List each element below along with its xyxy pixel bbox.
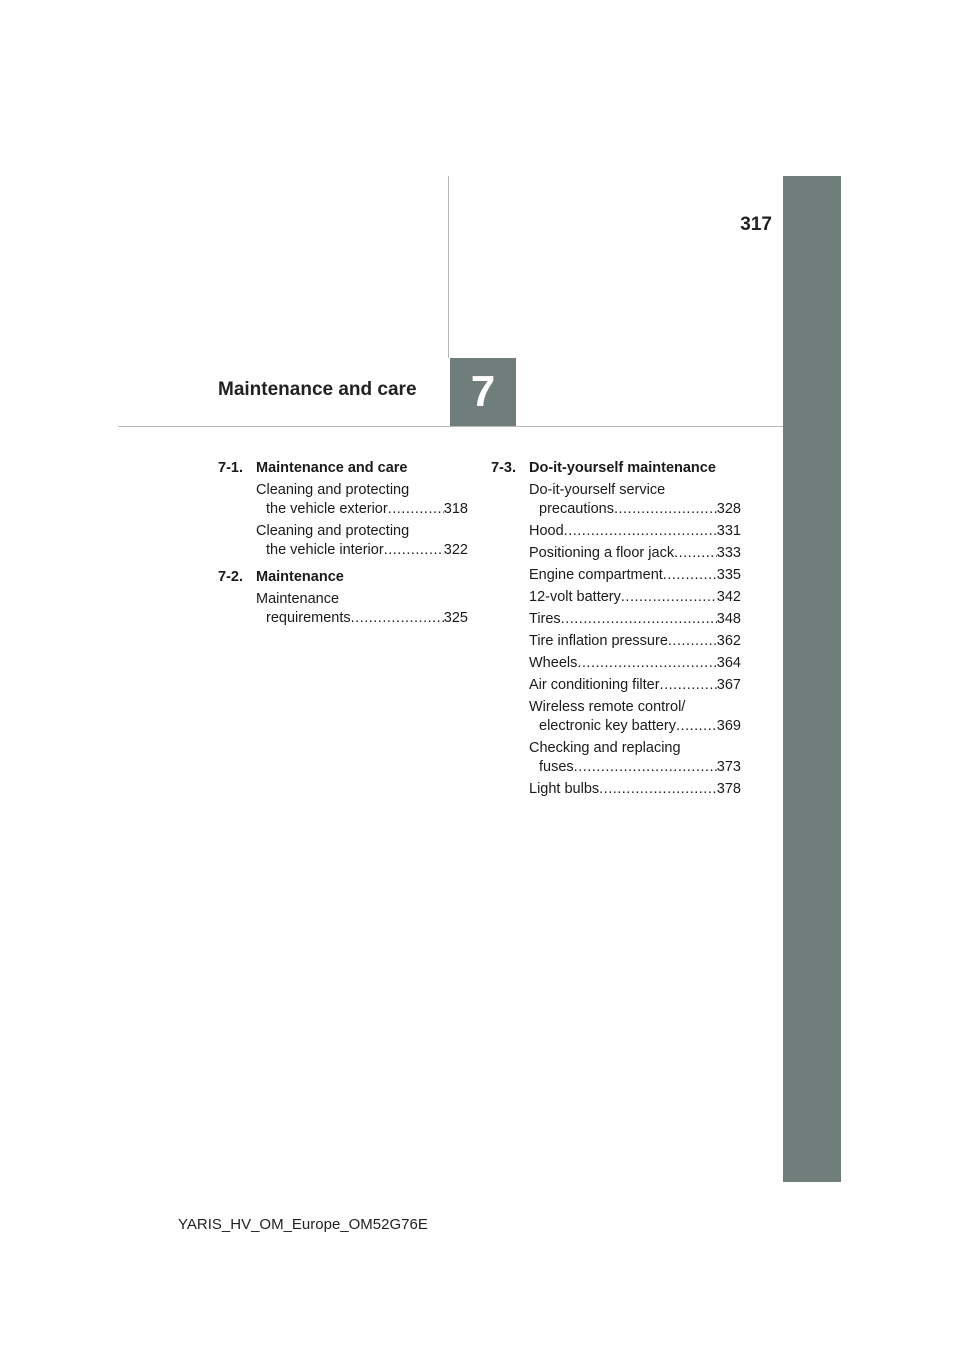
entry-title-cont: electronic key battery	[539, 718, 677, 734]
section-number: 7-2.	[218, 569, 243, 585]
entry-title: Wireless remote control/	[529, 699, 686, 715]
entry-title: Maintenance	[256, 591, 340, 607]
entry-title: Hood	[529, 523, 564, 539]
section-title: Maintenance and care	[256, 460, 408, 476]
toc-entry[interactable]	[491, 588, 741, 607]
toc-entry[interactable]	[491, 698, 741, 736]
entry-title-cont: fuses	[539, 759, 574, 775]
header-horizontal-rule	[118, 426, 783, 427]
toc-entry[interactable]	[491, 544, 741, 563]
entry-page: 373	[716, 759, 741, 775]
entry-page: 362	[716, 633, 741, 649]
entry-title-cont: the vehicle interior	[266, 542, 384, 558]
toc-entry[interactable]	[491, 780, 741, 799]
entry-title-cont: precautions	[539, 501, 614, 517]
entry-title: Tires	[529, 611, 561, 627]
dot-leader	[668, 632, 717, 651]
toc-entry[interactable]	[491, 676, 741, 695]
dot-leader	[663, 566, 717, 585]
entry-title: Checking and replacing	[529, 740, 681, 756]
section-title: Do-it-yourself maintenance	[529, 460, 716, 476]
chapter-side-tab	[783, 176, 841, 1182]
chapter-number-box: 7	[450, 358, 516, 426]
entry-page: 333	[716, 545, 741, 561]
section-number: 7-1.	[218, 460, 243, 476]
entry-page: 335	[716, 567, 741, 583]
toc-entry[interactable]	[491, 566, 741, 585]
entry-title: Light bulbs	[529, 781, 600, 797]
dot-leader	[574, 758, 717, 777]
entry-page: 342	[716, 589, 741, 605]
toc-section-7-3	[491, 459, 741, 799]
section-number: 7-3.	[491, 460, 516, 476]
entry-title: Cleaning and protecting	[256, 523, 410, 539]
toc-entry[interactable]	[491, 610, 741, 629]
entry-title: Air conditioning filter	[529, 677, 660, 693]
entry-page: 331	[716, 523, 741, 539]
entry-page: 328	[716, 501, 741, 517]
toc-entry[interactable]	[218, 522, 468, 560]
toc-entry[interactable]	[491, 632, 741, 651]
dot-leader	[676, 717, 717, 736]
entry-page: 364	[716, 655, 741, 671]
document-footer-id: YARIS_HV_OM_Europe_OM52G76E	[178, 1216, 428, 1233]
dot-leader	[660, 676, 717, 695]
toc-section-heading[interactable]	[218, 568, 468, 587]
toc-section-heading[interactable]	[218, 459, 468, 478]
toc-entry[interactable]	[218, 590, 468, 628]
entry-page: 378	[716, 781, 741, 797]
section-title: Maintenance	[256, 569, 344, 585]
toc-entry[interactable]	[491, 739, 741, 777]
entry-title: Positioning a floor jack	[529, 545, 675, 561]
toc-entry[interactable]	[491, 481, 741, 519]
entry-title: Engine compartment	[529, 567, 663, 583]
dot-leader	[351, 609, 444, 628]
dot-leader	[384, 541, 444, 560]
toc-entry[interactable]	[491, 522, 741, 541]
toc-entry[interactable]	[491, 654, 741, 673]
entry-page: 318	[443, 501, 468, 517]
chapter-title: Maintenance and care	[218, 379, 417, 400]
dot-leader	[621, 588, 717, 607]
entry-page: 348	[716, 611, 741, 627]
entry-page: 369	[716, 718, 741, 734]
entry-title: Tire inflation pressure	[529, 633, 668, 649]
toc-section-7-2	[218, 568, 468, 628]
entry-title-cont: requirements	[266, 610, 351, 626]
page-number: 317	[740, 214, 772, 235]
entry-page: 322	[443, 542, 468, 558]
dot-leader	[599, 780, 717, 799]
entry-title: 12-volt battery	[529, 589, 621, 605]
entry-title: Do-it-yourself service	[529, 482, 666, 498]
dot-leader	[614, 500, 717, 519]
dot-leader	[674, 544, 717, 563]
toc-left-column	[218, 459, 468, 636]
entry-title: Wheels	[529, 655, 578, 671]
dot-leader	[561, 610, 717, 629]
entry-title: Cleaning and protecting	[256, 482, 410, 498]
dot-leader	[388, 500, 444, 519]
toc-right-column	[491, 459, 741, 807]
entry-page: 367	[716, 677, 741, 693]
toc-entry[interactable]	[218, 481, 468, 519]
dot-leader	[577, 654, 716, 673]
entry-title-cont: the vehicle exterior	[266, 501, 388, 517]
dot-leader	[564, 522, 717, 541]
toc-section-7-1	[218, 459, 468, 560]
entry-page: 325	[443, 610, 468, 626]
toc-section-heading[interactable]	[491, 459, 741, 478]
header-vertical-rule	[448, 176, 449, 358]
